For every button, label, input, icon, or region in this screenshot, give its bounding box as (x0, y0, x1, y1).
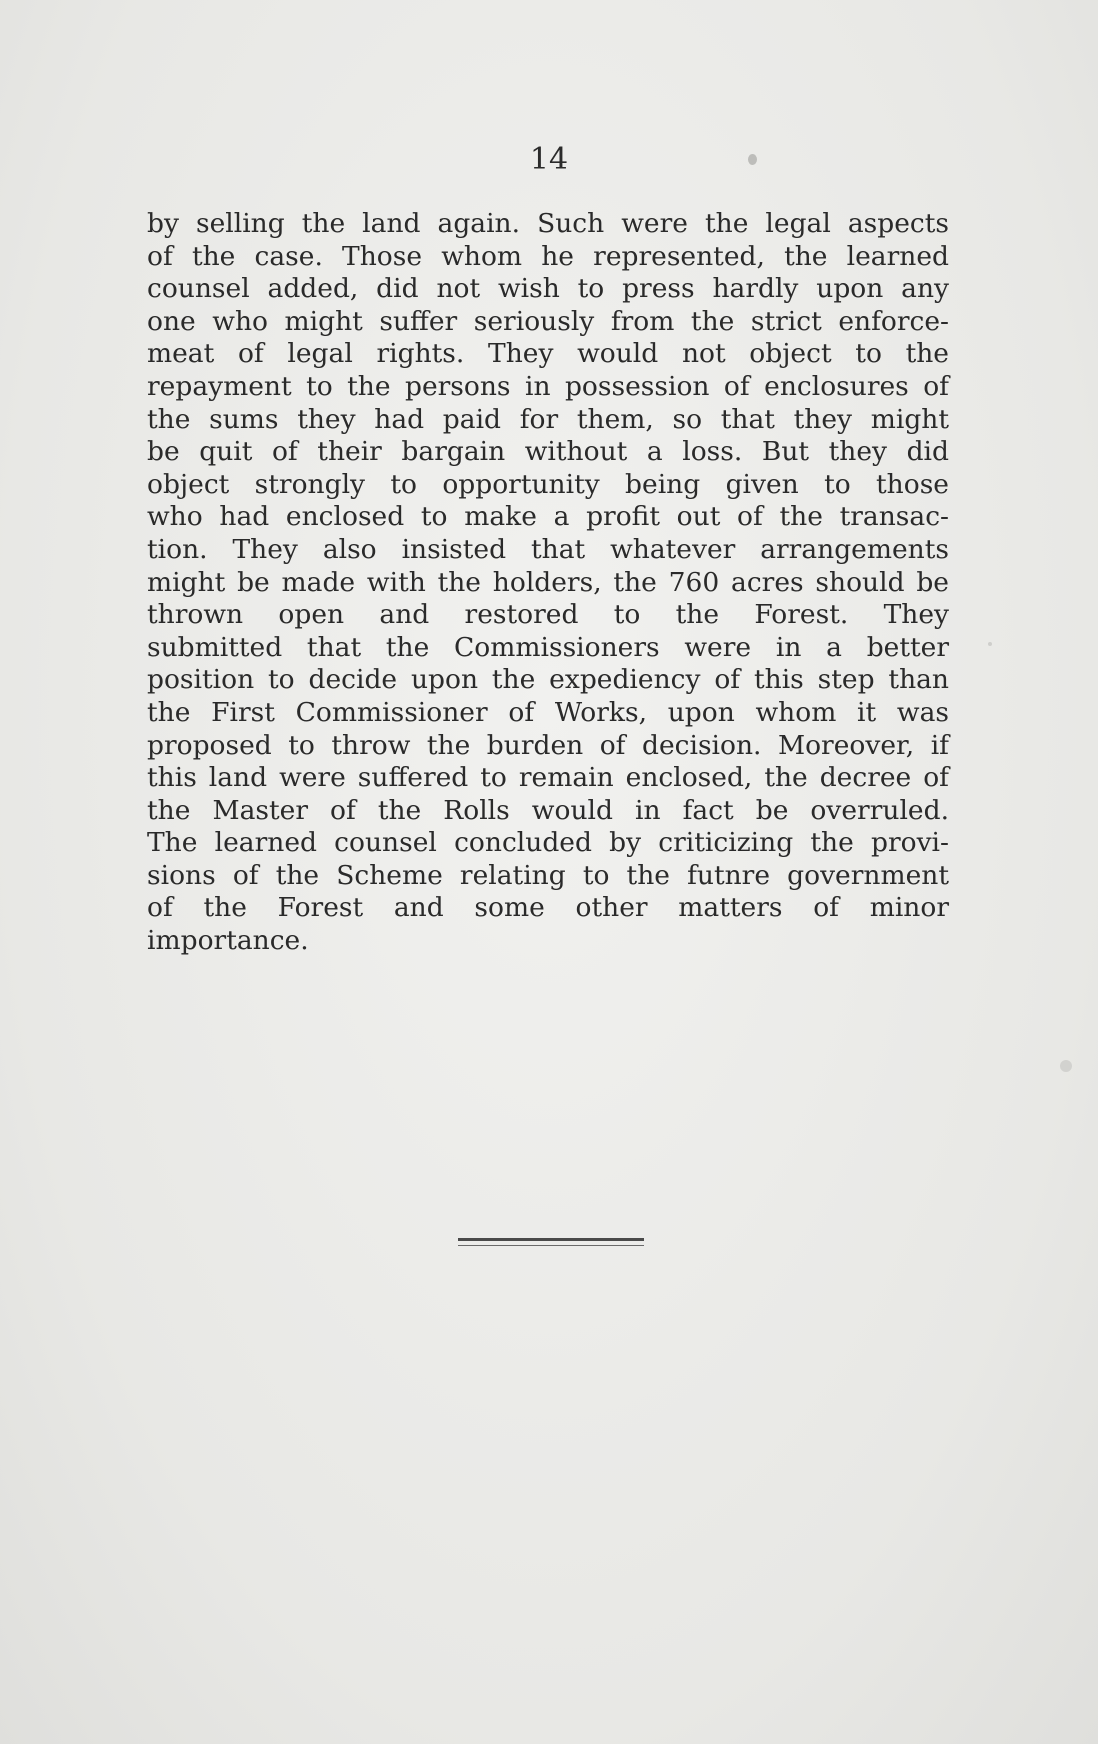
page-number: 14 (529, 142, 569, 177)
closing-rule-thin (458, 1245, 644, 1246)
text-line: repayment to the persons in possession of enclosures of (147, 370, 949, 402)
text-line: counsel added, did not wish to press hardly upon any (147, 273, 949, 305)
text-line: the Master of the Rolls would in fact be overruled. (147, 794, 949, 826)
text-line: importance. (147, 925, 309, 957)
paper-speck (1060, 1060, 1072, 1072)
text-line: be quit of their bargain without a loss. But they did (147, 436, 949, 468)
body-text (147, 208, 949, 958)
text-line: The learned counsel concluded by criticizing the provi- (147, 827, 949, 859)
text-line: position to decide upon the expediency of this step than (147, 664, 949, 696)
text-line: proposed to throw the burden of decision. Moreover, if (147, 729, 949, 761)
text-line: of the case. Those whom he represented, the learned (147, 240, 949, 272)
text-line: the sums they had paid for them, so that they might (147, 403, 949, 435)
text-line: tion. They also insisted that whatever arrangements (147, 533, 949, 565)
text-line: the First Commissioner of Works, upon whom it was (147, 696, 949, 728)
text-line: this land were suffered to remain enclosed, the decree of (147, 762, 949, 794)
text-line: one who might suffer seriously from the strict enforce- (147, 305, 949, 337)
text-line: of the Forest and some other matters of minor (147, 892, 949, 924)
paper-speck (988, 642, 992, 646)
text-line: by selling the land again. Such were the legal aspects (147, 208, 949, 239)
text-line: meat of legal rights. They would not object to the (147, 338, 949, 370)
text-line: who had enclosed to make a profit out of the transac- (147, 501, 949, 533)
closing-rule-thick (458, 1238, 644, 1241)
text-line: submitted that the Commissioners were in a better (147, 631, 949, 663)
text-line: sions of the Scheme relating to the futnre government (147, 859, 949, 891)
text-line: thrown open and restored to the Forest. They (147, 599, 949, 631)
text-line: might be made with the holders, the 760 acres should be (147, 566, 949, 598)
text-line: object strongly to opportunity being given to those (147, 468, 949, 500)
